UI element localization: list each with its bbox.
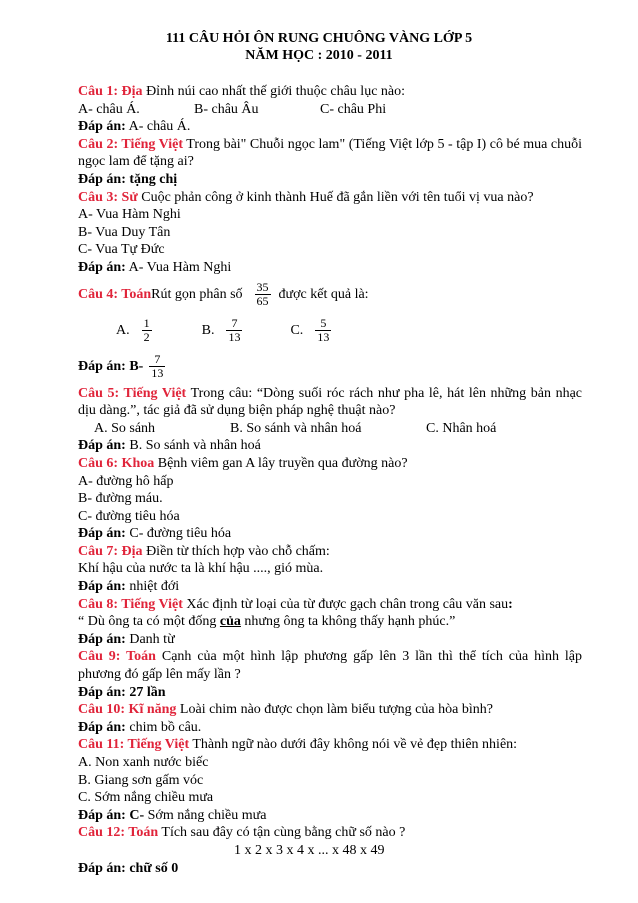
question-label: Câu 5: Tiếng Việt	[78, 385, 187, 401]
options-row	[78, 420, 582, 438]
answer-text: : tặng chị	[121, 171, 178, 187]
answer-label: Đáp án:	[78, 631, 126, 647]
option-a: A- châu Á.	[78, 101, 140, 117]
option-b-label: B.	[201, 322, 215, 338]
option-b: B- Vua Duy Tân	[78, 224, 171, 240]
question-text: Cạnh của một hình lập phương gấp lên 3 lần thì thể tích của hình lập phương đó gấp lên mấy lần ?	[78, 649, 582, 683]
fraction-denominator: 65	[256, 294, 269, 309]
question-text: Xác định từ loại của từ được gạch chân trong câu văn sau	[182, 596, 509, 612]
question-text: Rút gọn phân số	[151, 286, 243, 302]
question-label: Câu 12: Toán	[78, 825, 159, 841]
question-label: Câu 11: Tiếng Việt	[78, 737, 190, 753]
question-9	[78, 648, 582, 683]
option-b: B. So sánh và nhân hoá	[230, 420, 362, 436]
quoted-sentence	[78, 613, 582, 631]
option-b: B- đường máu.	[78, 491, 163, 507]
question-list	[78, 83, 582, 877]
answer-label: Đáp án: B-	[78, 358, 144, 374]
question-label: Câu 4: Toán	[78, 286, 152, 302]
answer-text: A- châu Á.	[125, 119, 191, 135]
question-11	[78, 736, 582, 754]
answer-label: Đáp án:	[78, 438, 126, 454]
options-row	[78, 101, 582, 119]
option-c-fraction	[315, 317, 331, 344]
question-4	[78, 277, 582, 313]
fraction-denominator: 2	[143, 330, 150, 345]
question-text: Loài chim nào được chọn làm biểu tượng của hòa bình?	[176, 702, 493, 718]
school-year: NĂM HỌC : 2010 - 2011	[245, 48, 393, 63]
answer	[78, 631, 582, 649]
question-1	[78, 83, 582, 101]
question-text: Trong câu: “Dòng suối róc rách như pha lê, hát lên những bản nhạc dịu dàng.”, tác giả đã sử dụng biện pháp nghệ thuật nào?	[78, 385, 582, 419]
options-row	[78, 313, 582, 349]
answer: Đáp án: chữ số 0	[78, 860, 179, 876]
question-text: Điền từ thích hợp vào chỗ chấm:	[142, 543, 330, 559]
option-a: A. Non xanh nước biếc	[78, 755, 209, 770]
question-label: Câu 8: Tiếng Việt	[78, 596, 183, 612]
question-10	[78, 701, 582, 719]
question-text: được kết quả là:	[278, 286, 369, 302]
answer	[78, 118, 582, 136]
option-b: B- châu Âu	[194, 101, 259, 117]
answer-label: Đáp án:	[78, 579, 126, 595]
question-12	[78, 824, 582, 842]
fraction-numerator: 5	[315, 317, 331, 331]
question-6	[78, 455, 582, 473]
fraction-numerator: 7	[226, 317, 242, 331]
option-c: C. Nhân hoá	[426, 420, 497, 436]
question-label: Câu 2: Tiếng Việt	[78, 136, 184, 152]
question-text: Thành ngữ nào dưới đây không nói về vẻ đẹp thiên nhiên:	[189, 737, 518, 753]
question-label: Câu 7: Địa	[78, 543, 143, 559]
question-text: Bệnh viêm gan A lây truyền qua đường nào?	[154, 455, 408, 471]
fraction	[255, 281, 271, 308]
option-c-label: C.	[290, 322, 304, 338]
fraction-numerator: 7	[149, 353, 165, 367]
math-expression	[78, 842, 582, 860]
question-text: Tích sau đây có tận cùng bằng chữ số nào ?	[158, 825, 406, 841]
question-7	[78, 543, 582, 561]
answer-label: Đáp án	[78, 171, 122, 187]
answer	[78, 259, 582, 277]
fraction-denominator: 13	[151, 366, 164, 381]
question-label: Câu 6: Khoa	[78, 455, 155, 471]
question-line: Khí hậu của nước ta là khí hậu ...., gió mùa.	[78, 561, 324, 577]
question-text: Trong bài" Chuỗi ngọc lam" (Tiếng Việt lớp 5 - tập I) cô bé mua chuỗi ngọc lam để tặng ai?	[78, 136, 582, 170]
answer	[78, 437, 582, 455]
answer-label: Đáp án:	[78, 119, 126, 135]
question-8	[78, 596, 582, 614]
option-c: C- Vua Tự Đức	[78, 242, 165, 258]
quote-part: “ Dù ông ta có một đống	[78, 614, 220, 630]
expression-text: 1 x 2 x 3 x 4 x ... x 48 x 49	[234, 842, 385, 858]
quote-part: nhưng ông ta không thấy hạnh phúc.”	[240, 614, 456, 630]
question-5	[78, 385, 582, 420]
option-a: A. So sánh	[94, 420, 156, 436]
question-colon: :	[508, 596, 513, 612]
option-c: C- đường tiêu hóa	[78, 508, 180, 524]
answer-text: Sớm nắng chiều mưa	[144, 807, 267, 823]
answer-text: A- Vua Hàm Nghi	[125, 259, 232, 275]
question-label: Câu 9: Toán	[78, 649, 156, 665]
answer	[78, 807, 582, 825]
answer-text: B. So sánh và nhân hoá	[125, 438, 261, 454]
answer	[78, 578, 582, 596]
option-b-fraction	[226, 317, 242, 344]
fraction-numerator: 35	[256, 280, 269, 295]
option-a: A- Vua Hàm Nghi	[78, 207, 181, 223]
question-text: Đỉnh núi cao nhất thế giới thuộc châu lục nào:	[142, 84, 406, 99]
answer-label: Đáp án:	[78, 259, 126, 275]
question-2	[78, 136, 582, 171]
answer-label: Đáp án:	[78, 526, 126, 542]
question-label: Câu 1: Địa	[78, 84, 143, 99]
option-c: C- châu Phi	[320, 101, 387, 117]
question-label: Câu 10: Kĩ năng	[78, 702, 177, 718]
answer-text: Danh từ	[125, 631, 175, 647]
document-title: 111 CÂU HỎI ÔN RUNG CHUÔNG VÀNG LỚP 5	[165, 31, 473, 46]
fraction-numerator: 1	[143, 316, 150, 331]
answer-label: Đáp án:	[78, 719, 126, 735]
answer-label: Đáp án: C-	[78, 807, 145, 823]
answer-text: nhiệt đới	[125, 579, 180, 595]
option-c: C. Sớm nắng chiều mưa	[78, 790, 214, 806]
question-text: Cuộc phản công ở kinh thành Huế đã gắn liền với tên tuổi vị vua nào?	[137, 189, 534, 205]
option-b: B. Giang sơn gấm vóc	[78, 772, 204, 788]
answer	[78, 171, 582, 189]
fraction-denominator: 13	[317, 330, 330, 345]
question-label: Câu 3: Sử	[78, 189, 138, 205]
answer-text: C- đường tiêu hóa	[125, 526, 232, 542]
answer	[78, 349, 582, 385]
option-a-fraction	[142, 317, 152, 344]
answer: Đáp án: 27 lần	[78, 684, 166, 700]
option-a: A- đường hô hấp	[78, 473, 174, 489]
question-3	[78, 189, 582, 207]
fraction-denominator: 13	[228, 330, 241, 345]
option-a-label: A.	[116, 322, 130, 338]
underlined-word: của	[219, 614, 241, 630]
answer-text: chim bồ câu.	[125, 719, 202, 735]
answer	[78, 719, 582, 737]
answer-fraction	[149, 353, 165, 380]
answer	[78, 525, 582, 543]
